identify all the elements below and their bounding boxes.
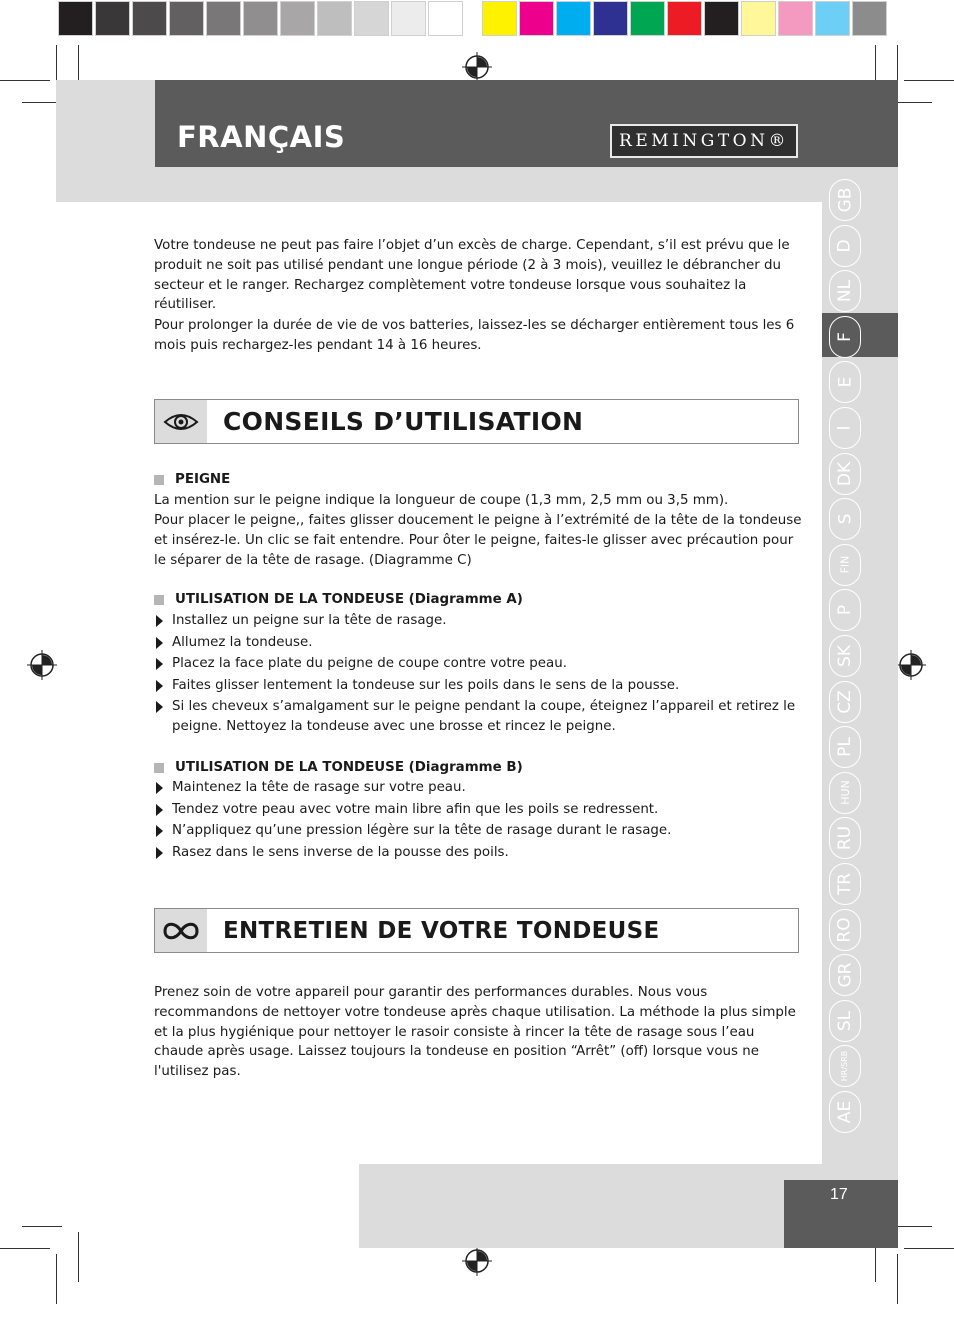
calibration-swatch: [482, 1, 517, 36]
triangle-bullet-icon: [156, 847, 163, 859]
calibration-swatch: [852, 1, 887, 36]
square-bullet-icon: [154, 763, 164, 773]
calibration-swatch: [704, 1, 739, 36]
crop-mark: [897, 45, 898, 85]
intro-paragraph-1: Votre tondeuse ne peut pas faire l’objet d’un excès de charge. Cependant, s’il est prévu que le produit ne soit pas utilisé pendant une longue période (2 à 3 mois), veuillez le débrancher du secteur et le ranger. Rechargez complètement votre tondeuse lorsque vous souhaitez la réutiliser.: [154, 238, 790, 313]
page-number: 17: [830, 1186, 848, 1203]
calibration-swatch: [243, 1, 278, 36]
language-tab-nl[interactable]: NL: [829, 270, 861, 312]
comb-text-1: La mention sur le peigne indique la longueur de coupe (1,3 mm, 2,5 mm ou 3,5 mm).: [154, 493, 729, 508]
subheading-use-a: [154, 592, 523, 607]
calibration-swatch: [280, 1, 315, 36]
language-tab-hr-srb[interactable]: HR/SRB: [829, 1045, 861, 1087]
language-tab-d[interactable]: D: [829, 225, 861, 267]
language-tab-ru[interactable]: RU: [829, 817, 861, 859]
list-item: Placez la face plate du peigne de coupe contre votre peau.: [154, 654, 804, 674]
infinity-icon: [162, 920, 200, 942]
section-header-usage: [154, 399, 799, 444]
calibration-swatch: [132, 1, 167, 36]
comb-text-2: Pour placer le peigne,, faites glisser doucement le peigne à l’extrémité de la tête de la tondeuse et insérez-le. Un clic se fait entendre. Pour ôter le peigne, faites-le glisser avec précaution pour le séparer de la tête de rasage. (Diagramme C): [154, 513, 802, 568]
crop-mark: [904, 1248, 954, 1249]
subheading-use-a-text: UTILISATION DE LA TONDEUSE (Diagramme A): [175, 592, 523, 607]
page-title: FRANÇAIS: [177, 120, 346, 154]
section-icon-cell: [155, 909, 207, 952]
calibration-swatch: [169, 1, 204, 36]
list-item: Si les cheveux s’amalgament sur le peigne pendant la coupe, éteignez l’appareil et retirez le peigne. Nettoyez la tondeuse avec une brosse et rincez le peigne.: [154, 697, 804, 737]
calibration-swatch: [428, 1, 463, 36]
triangle-bullet-icon: [156, 701, 163, 713]
language-tab-e[interactable]: E: [829, 361, 861, 403]
header-under-panel: [155, 167, 898, 202]
list-item: Installez un peigne sur la tête de rasage.: [154, 611, 804, 631]
language-tab-s[interactable]: S: [829, 498, 861, 540]
use-a-list: [154, 611, 804, 739]
registration-mark-icon: [27, 650, 57, 680]
list-item: Faites glisser lentement la tondeuse sur les poils dans le sens de la pousse.: [154, 676, 804, 696]
section-title-care: ENTRETIEN DE VOTRE TONDEUSE: [223, 918, 660, 944]
calibration-swatch: [317, 1, 352, 36]
calibration-swatch: [593, 1, 628, 36]
list-item: Allumez la tondeuse.: [154, 633, 804, 653]
calibration-swatch: [391, 1, 426, 36]
triangle-bullet-icon: [156, 637, 163, 649]
subheading-comb: [154, 472, 230, 487]
header-side-panel: [56, 80, 156, 202]
subheading-comb-text: PEIGNE: [175, 472, 231, 487]
section-title-usage: CONSEILS D’UTILISATION: [223, 407, 584, 436]
crop-mark: [897, 1254, 898, 1304]
triangle-bullet-icon: [156, 615, 163, 627]
crop-mark: [0, 1248, 50, 1249]
subheading-use-b-text: UTILISATION DE LA TONDEUSE (Diagramme B): [175, 760, 523, 775]
calibration-swatch: [630, 1, 665, 36]
crop-mark: [892, 1226, 932, 1227]
registration-mark-icon: [896, 650, 926, 680]
use-b-list: [154, 778, 804, 864]
list-item: N’appliquez qu’une pression légère sur la tête de rasage durant le rasage.: [154, 821, 804, 841]
language-tab-ae[interactable]: AE: [829, 1091, 861, 1133]
calibration-swatch: [667, 1, 702, 36]
language-tab-sl[interactable]: SL: [829, 1000, 861, 1042]
section-header-care: [154, 908, 799, 953]
crop-mark: [0, 80, 50, 81]
subheading-use-b: [154, 760, 523, 775]
language-tab-dk[interactable]: DK: [829, 453, 861, 495]
section-icon-cell: [155, 400, 207, 443]
brand-logo: [610, 124, 798, 158]
calibration-swatch: [519, 1, 554, 36]
calibration-swatch: [206, 1, 241, 36]
eye-icon: [163, 410, 199, 434]
triangle-bullet-icon: [156, 825, 163, 837]
brand-logo-text: REMINGTON®: [619, 131, 789, 151]
registration-mark-icon: [462, 52, 492, 82]
language-tab-gb[interactable]: GB: [829, 179, 861, 221]
calibration-swatch: [741, 1, 776, 36]
calibration-swatch: [778, 1, 813, 36]
square-bullet-icon: [154, 475, 164, 485]
calibration-swatch: [95, 1, 130, 36]
calibration-swatch: [58, 1, 93, 36]
triangle-bullet-icon: [156, 680, 163, 692]
language-tab-tr[interactable]: TR: [829, 863, 861, 905]
square-bullet-icon: [154, 595, 164, 605]
crop-mark: [892, 102, 932, 103]
language-tab-cz[interactable]: CZ: [829, 681, 861, 723]
color-calibration-bar: [482, 1, 889, 39]
language-tab-pl[interactable]: PL: [829, 726, 861, 768]
language-tab-fin[interactable]: FIN: [829, 544, 861, 586]
triangle-bullet-icon: [156, 658, 163, 670]
language-tab-sk[interactable]: SK: [829, 635, 861, 677]
triangle-bullet-icon: [156, 804, 163, 816]
crop-mark: [22, 1226, 62, 1227]
crop-mark: [56, 1254, 57, 1304]
language-tab-i[interactable]: I: [829, 407, 861, 449]
calibration-swatch: [354, 1, 389, 36]
calibration-swatch: [556, 1, 591, 36]
language-tab-p[interactable]: P: [829, 589, 861, 631]
list-item: Maintenez la tête de rasage sur votre peau.: [154, 778, 804, 798]
language-tab-f[interactable]: F: [829, 316, 861, 358]
registration-mark-icon: [462, 1246, 492, 1276]
calibration-swatch: [815, 1, 850, 36]
language-tab-gr[interactable]: GR: [829, 954, 861, 996]
intro-paragraph-2: Pour prolonger la durée de vie de vos batteries, laissez-les se décharger entièrement tous les 6 mois puis rechargez-les pendant 14 à 16 heures.: [154, 318, 795, 353]
list-item: Rasez dans le sens inverse de la pousse des poils.: [154, 843, 804, 863]
language-tab-hun[interactable]: HUN: [829, 772, 861, 814]
crop-mark: [904, 80, 954, 81]
grayscale-calibration-bar: [58, 1, 465, 39]
crop-mark: [56, 45, 57, 85]
care-paragraph: Prenez soin de votre appareil pour garantir des performances durables. Nous vous recommandons de nettoyer votre tondeuse après chaque utilisation. La méthode la plus simple et la plus hygiénique pour nettoyer le rasoir consiste à rincer la tête de rasage sous l’eau chaude après usage. Laissez toujours la tondeuse en position “Arrêt” (off) lorsque vous ne l'utilisez pas.: [154, 985, 796, 1080]
triangle-bullet-icon: [156, 782, 163, 794]
language-tab-ro[interactable]: RO: [829, 909, 861, 951]
crop-mark: [78, 1232, 79, 1282]
list-item: Tendez votre peau avec votre main libre afin que les poils se redressent.: [154, 800, 804, 820]
